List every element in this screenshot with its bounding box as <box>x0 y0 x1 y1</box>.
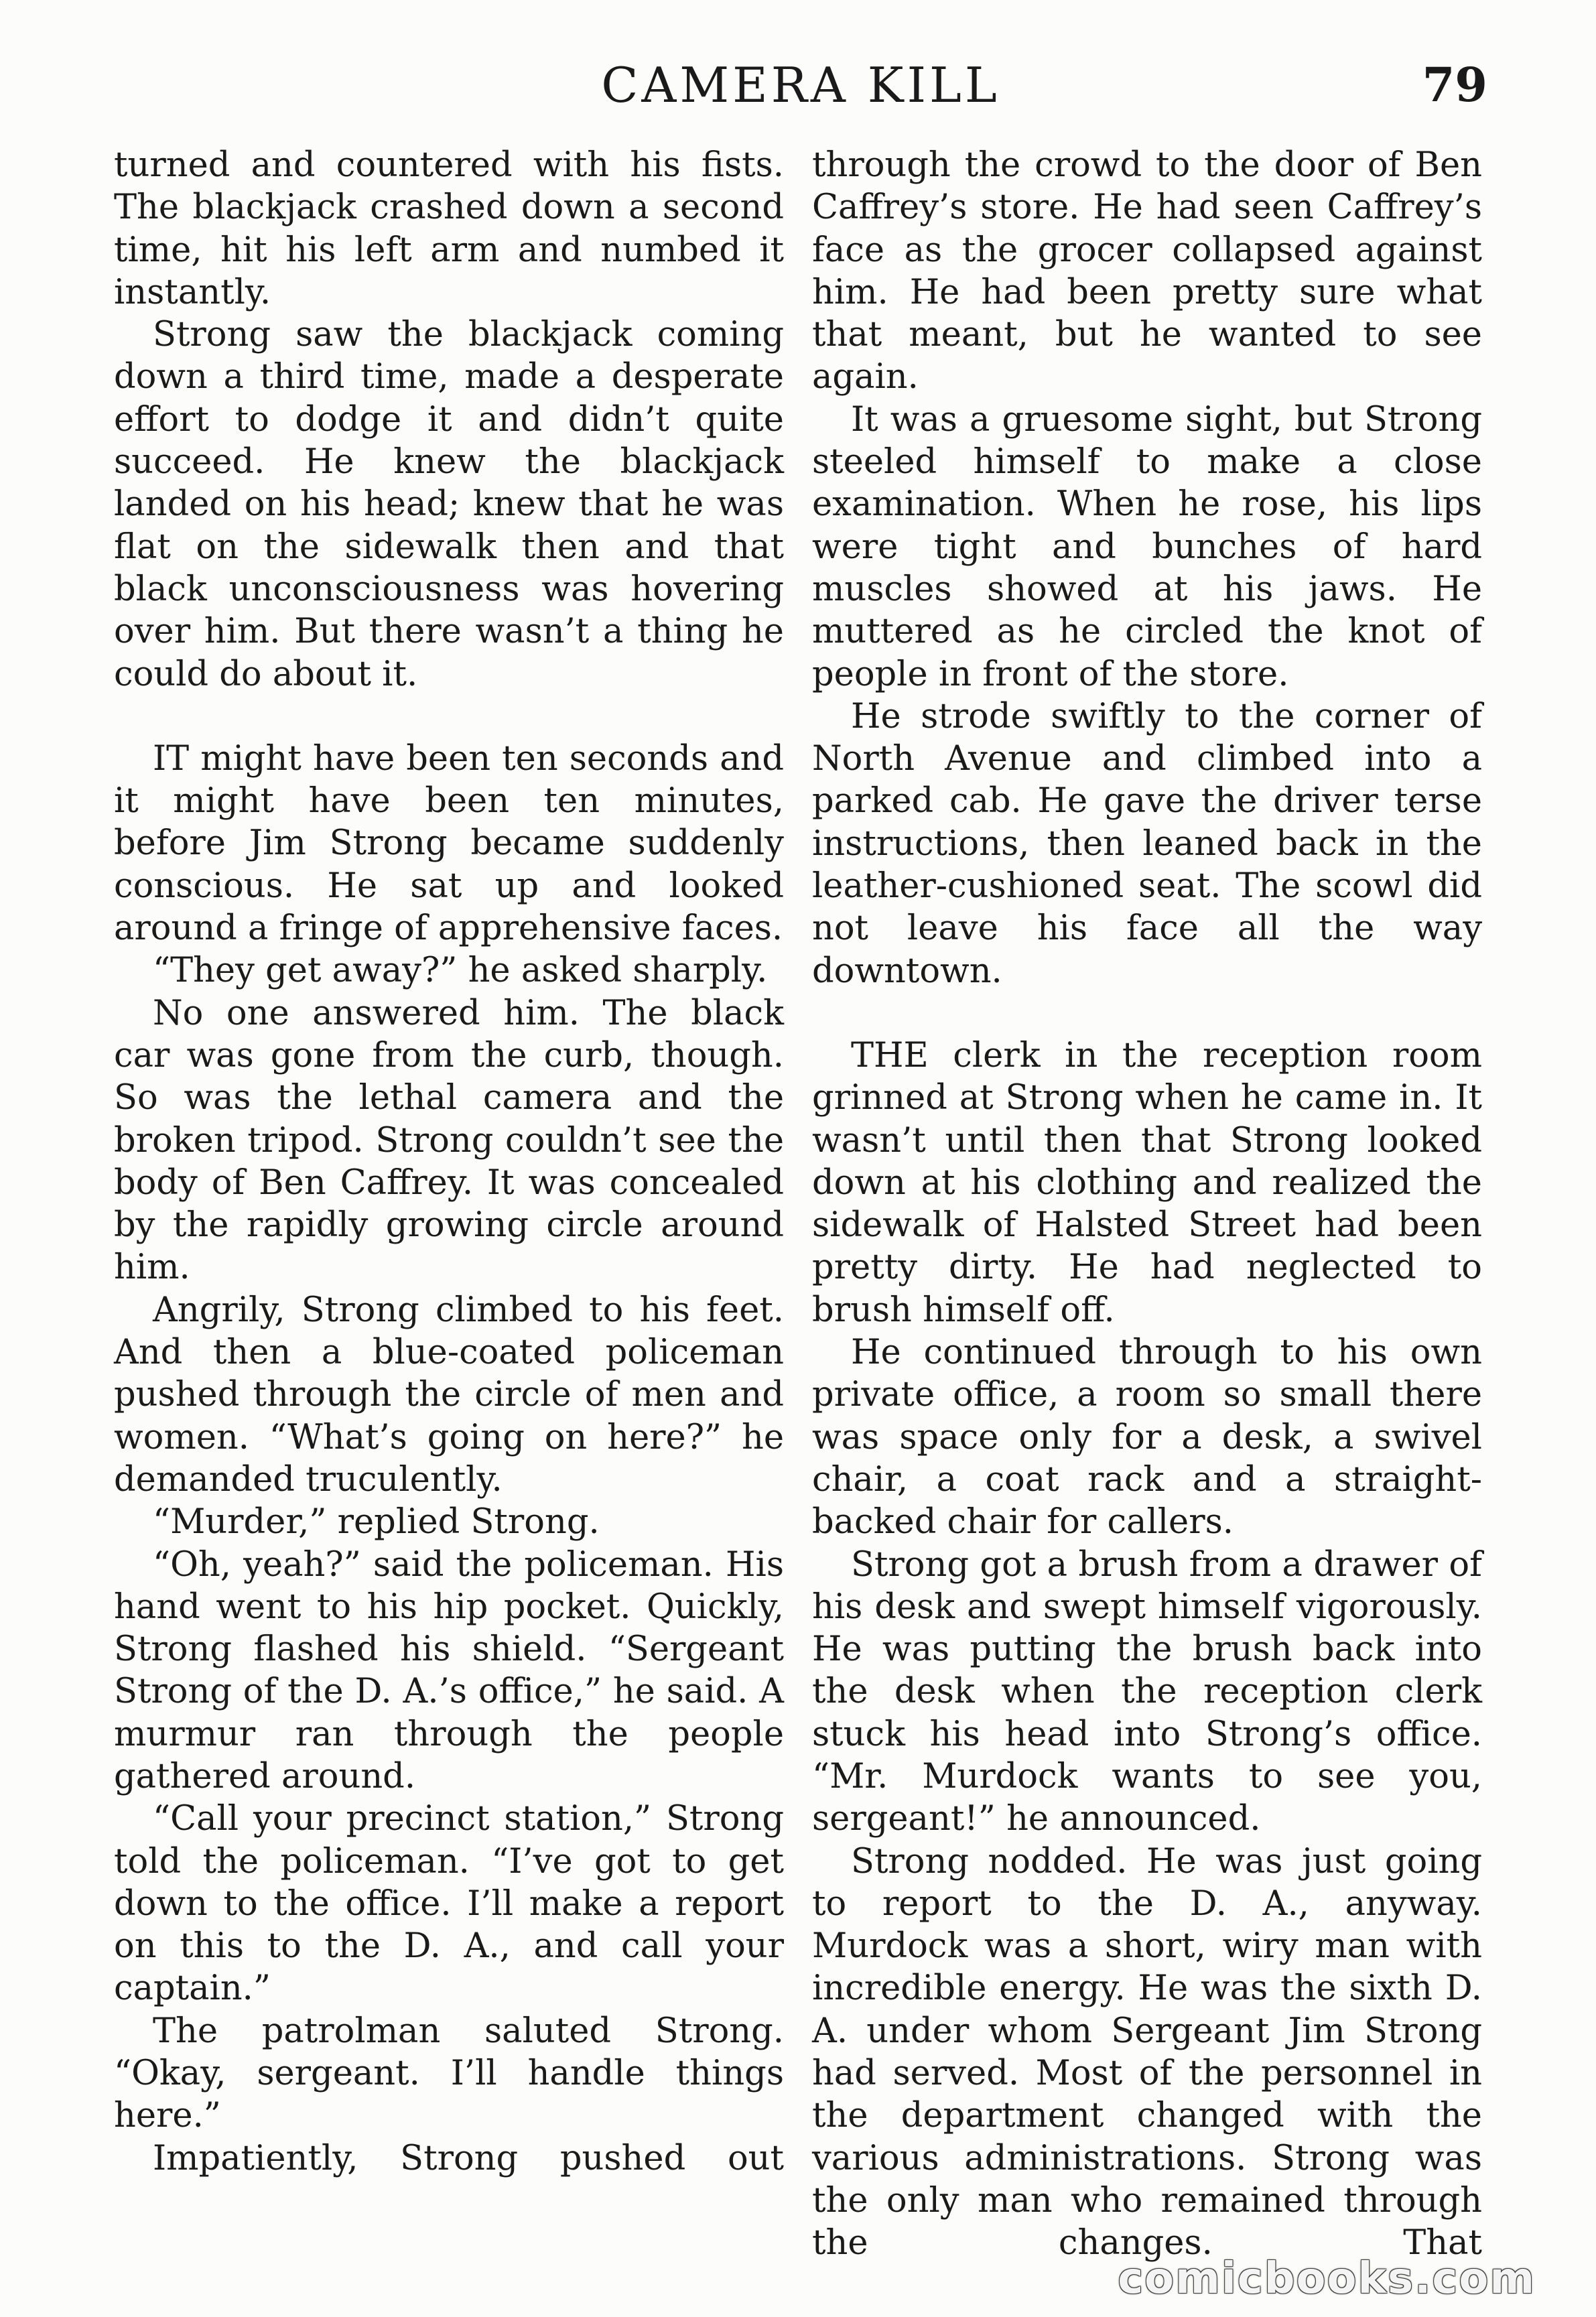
paragraph: He strode swiftly to the corner of North Avenue and climbed into a parked cab. He gave the driver terse instructions, then leaned back in the leather-cushioned seat. The scowl did not leave his face all the way downtown. <box>812 696 1482 991</box>
paragraph: turned and countered with his fists. The blackjack crashed down a second time, hit his left arm and numbed it instantly. <box>114 145 784 312</box>
paragraph: The patrolman saluted Strong. “Okay, sergeant. I’ll handle things here.” <box>114 2011 784 2136</box>
watermark: comicbooks.com <box>1118 2254 1536 2304</box>
running-title: CAMERA KILL <box>601 57 1000 113</box>
paragraph: Impatiently, Strong pushed out <box>153 2138 784 2178</box>
left-column <box>114 144 784 2180</box>
running-head <box>114 55 1487 115</box>
paragraph: Strong saw the blackjack coming down a third time, made a desperate effort to dodge it and didn’t quite succeed. He knew the blackjack landed on his head; knew that he was flat on the sidewalk then and that black unconsciousness was hovering over him. But there wasn’t a thing he could do about it. <box>114 315 784 694</box>
paragraph: “Murder,” replied Strong. <box>153 1502 600 1542</box>
section-opening-paragraph: THE clerk in the reception room grinned at Strong when he came in. It wasn’t until then that Strong looked down at his clothing and realized the sidewalk of Halsted Street had been pretty dirty. He had neglected to brush himself off. <box>812 1035 1482 1330</box>
paragraph: “They get away?” he asked sharply. <box>153 951 768 991</box>
paragraph: No one answered him. The black car was gone from the curb, though. So was the lethal camera and the broken tripod. Strong couldn’t see the body of Ben Caffrey. It was concealed by the rapidly growing circle around him. <box>114 993 784 1288</box>
paragraph: Strong nodded. He was just going to report to the D. A., anyway. Murdock was a short, wiry man with incredible energy. He was the sixth D. A. under whom Sergeant Jim Strong had served. Most of the personnel in the department changed with the various administrations. Strong was the only man who remained through the changes. That <box>812 1841 1482 2263</box>
paragraph: It was a gruesome sight, but Strong steeled himself to make a close examination. When he rose, his lips were tight and bunches of hard muscles showed at his jaws. He muttered as he circled the knot of people in front of the store. <box>812 399 1482 694</box>
paragraph: “Oh, yeah?” said the policeman. His hand went to his hip pocket. Quickly, Strong flashed his shield. “Sergeant Strong of the D. A.’s office,” he said. A murmur ran through the people gathered around. <box>114 1544 784 1796</box>
section-opening-paragraph: IT might have been ten seconds and it might have been ten minutes, before Jim Strong became suddenly conscious. He sat up and looked around a fringe of apprehensive faces. <box>114 738 784 949</box>
page-number: 79 <box>1422 57 1487 113</box>
paragraph: Angrily, Strong climbed to his feet. And then a blue-coated policeman pushed through the circle of men and women. “What’s going on here?” he demanded truculently. <box>114 1290 784 1500</box>
right-column <box>812 144 1482 2265</box>
paragraph: “Call your precinct station,” Strong told the policeman. “I’ve got to get down to the office. I’ll make a report on this to the D. A., and call your captain.” <box>114 1799 784 2009</box>
paragraph: He continued through to his own private office, a room so small there was space only for a desk, a swivel chair, a coat rack and a straight-backed chair for callers. <box>812 1333 1482 1542</box>
paragraph: through the crowd to the door of Ben Caffrey’s store. He had seen Caffrey’s face as the grocer collapsed against him. He had been pretty sure what that meant, but he wanted to see again. <box>812 145 1482 397</box>
paragraph: Strong got a brush from a drawer of his desk and swept himself vigorously. He was putting the brush back into the desk when the reception clerk stuck his head into Strong’s office. “Mr. Murdock wants to see you, sergeant!” he announced. <box>812 1544 1482 1839</box>
